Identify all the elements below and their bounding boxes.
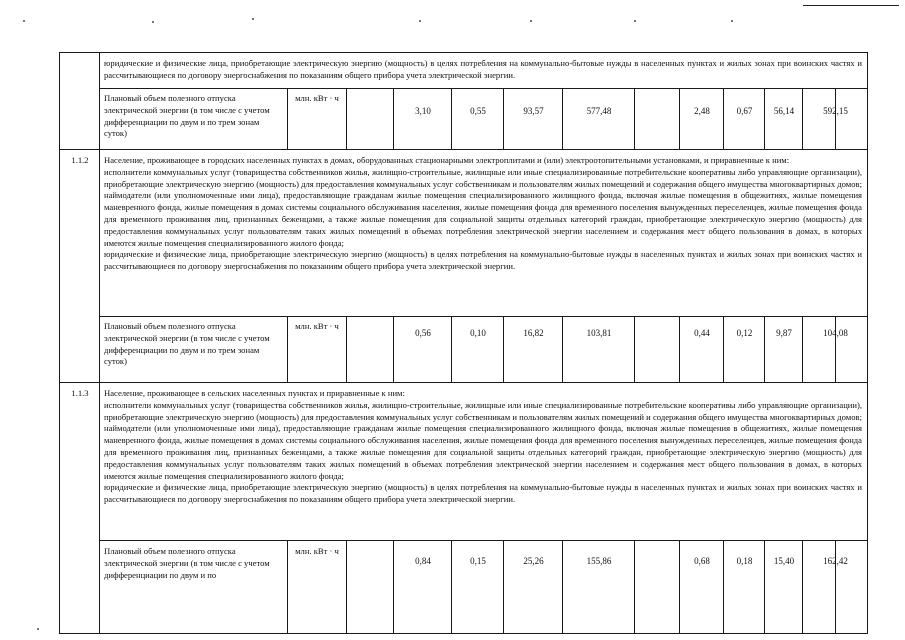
table-border-top [59, 52, 868, 53]
value-cell: 15,40 [773, 556, 795, 566]
number-column-rule [99, 52, 100, 634]
value-cell: 93,57 [523, 106, 544, 116]
value-cell: 155,86 [586, 556, 612, 566]
scan-speck [634, 20, 636, 22]
col-rule [802, 316, 803, 382]
scan-speck [252, 18, 254, 20]
col-rule [723, 540, 724, 634]
scan-edge-line [803, 5, 899, 6]
value-cell: 0,84 [415, 556, 431, 566]
col-rule [679, 316, 680, 382]
value-cell: 103,81 [586, 328, 612, 338]
col-rule [634, 540, 635, 634]
row-rule [99, 540, 868, 541]
value-cell: 16,82 [523, 328, 544, 338]
scan-speck [23, 20, 25, 22]
value-cell: 0,56 [415, 328, 431, 338]
col-rule [634, 88, 635, 149]
col-rule [451, 316, 452, 382]
table-border-right [867, 52, 868, 634]
value-cell: 0,68 [694, 556, 710, 566]
value-cell: 0,10 [470, 328, 486, 338]
col-rule [835, 88, 836, 149]
col-rule [562, 316, 563, 382]
col-rule [346, 316, 347, 382]
scan-speck [37, 628, 39, 630]
col-rule [451, 540, 452, 634]
col-rule [723, 316, 724, 382]
col-rule [393, 316, 394, 382]
col-rule [503, 88, 504, 149]
section-number: 1.1.2 [71, 155, 89, 165]
scan-speck [419, 20, 421, 22]
col-rule [393, 540, 394, 634]
row-label: Плановый объем полезного отпуска электрической энергии (в том числе с учетом дифференциации по двум и по трем зонам суток) [104, 93, 270, 139]
row-label: Плановый объем полезного отпуска электрической энергии (в том числе с учетом дифференциации по двум и по трем зонам суток) [104, 321, 270, 367]
value-cell: 2,48 [694, 106, 710, 116]
col-rule [562, 540, 563, 634]
value-cell: 3,10 [415, 106, 431, 116]
value-cell: 592,15 [823, 106, 848, 116]
col-rule [835, 316, 836, 382]
scan-speck [530, 20, 532, 22]
row-rule [99, 88, 868, 89]
col-rule [346, 540, 347, 634]
col-rule [287, 316, 288, 382]
table-border-bottom [59, 633, 868, 634]
col-rule [802, 88, 803, 149]
value-cell: 0,15 [470, 556, 486, 566]
col-rule [679, 88, 680, 149]
consumer-description: Население, проживающее в городских населенных пунктах в домах, оборудованных стационарными электроплитами и (или) электроотопительными установками, и приравненные к ним: исполнители коммунальных услуг (товарищества собственников жилья, жилищно-строительные, жилищные или иные специализированные потребительские кооперативы либо управляющие организации), приобретающие электрическую энергию (мощность) для предоставления коммунальных услуг собственникам и пользователям жилых помещений и содержания общего имущества многоквартирных домов; наймодатели (или уполномоченные ими лица), предоставляющие гражданам жилые помещения специализированного жилищного фонда, включая жилые помещения в общежитиях, жилые помещения маневренного фонда, жилые помещения в домах системы социального обслуживания населения, жилые помещения фонда для временного поселения вынужденных переселенцев, жилые помещения фонда для временного проживания лиц, признанных беженцами, а также жилые помещения для социальной защиты отдельных категорий граждан, приобретающие электрическую энергию (мощность) для предоставления коммунальных услуг пользователям таких жилых помещений в объемах потребления электрической энергии населением и содержания мест общего пользования в домах, в которых имеются жилые помещения специализированного жилого фонда; юридические и физические лица, приобретающие электрическую энергию (мощность) в целях потребления на коммунально-бытовые нужды в населенных пунктах и жилых зонах при воинских частях и рассчитывающиеся по договору энергоснабжения по показаниям общего прибора учета электрической энергии. [104, 155, 862, 272]
scan-speck [731, 20, 733, 22]
table-border-left [59, 52, 60, 634]
row-rule [99, 316, 868, 317]
value-cell: 577,48 [586, 106, 612, 116]
value-cell: 0,67 [736, 106, 753, 116]
col-rule [503, 540, 504, 634]
col-rule [634, 316, 635, 382]
row-rule [59, 149, 868, 150]
col-rule [764, 88, 765, 149]
unit-label: млн. кВт · ч [295, 321, 339, 331]
col-rule [503, 316, 504, 382]
col-rule [723, 88, 724, 149]
unit-label: млн. кВт · ч [295, 546, 339, 556]
value-cell: 0,55 [470, 106, 486, 116]
col-rule [764, 316, 765, 382]
value-cell: 25,26 [523, 556, 544, 566]
col-rule [346, 88, 347, 149]
col-rule [562, 88, 563, 149]
value-cell: 9,87 [776, 328, 792, 338]
scan-speck [152, 21, 154, 23]
col-rule [287, 540, 288, 634]
row-label: Плановый объем полезного отпуска электрической энергии (в том числе с учетом дифференциации по двум и по [104, 546, 270, 580]
value-cell: 0,18 [736, 556, 753, 566]
consumer-description: юридические и физические лица, приобретающие электрическую энергию (мощность) в целях потребления на коммунально-бытовые нужды в населенных пунктах и жилых зонах при воинских частях и рассчитывающиеся по договору энергоснабжения по показаниям общего прибора учета электрической энергии. [104, 58, 862, 80]
value-cell: 104,08 [823, 328, 848, 338]
row-rule [59, 382, 868, 383]
col-rule [802, 540, 803, 634]
value-cell: 56,14 [773, 106, 795, 116]
tariff-table [59, 52, 868, 634]
col-rule [764, 540, 765, 634]
col-rule [287, 88, 288, 149]
consumer-description: Население, проживающее в сельских населенных пунктах и приравненные к ним: исполнители коммунальных услуг (товарищества собственников жилья, жилищно-строительные, жилищные или иные специализированные потребительские кооперативы либо управляющие организации), приобретающие электрическую энергию (мощность) для предоставления коммунальных услуг собственникам и пользователям жилых помещений и содержания общего имущества многоквартирных домов; наймодатели (или уполномоченные ими лица), предоставляющие гражданам жилые помещения специализированного жилищного фонда, включая жилые помещения в общежитиях, жилые помещения маневренного фонда, жилые помещения в домах системы социального обслуживания населения, жилые помещения фонда для временного поселения вынужденных переселенцев, жилые помещения фонда для временного проживания лиц, признанных беженцами, а также жилые помещения для социальной защиты отдельных категорий граждан, приобретающие электрическую энергию (мощность) для предоставления коммунальных услуг пользователям таких жилых помещений в объемах потребления электрической энергии населением и содержания мест общего пользования в домах, в которых имеются жилые помещения специализированного жилого фонда; юридические и физические лица, приобретающие электрическую энергию (мощность) в целях потребления на коммунально-бытовые нужды в населенных пунктах и жилых зонах при воинских частях и рассчитывающиеся по договору энергоснабжения по показаниям общего прибора учета электрической энергии. [104, 388, 862, 505]
section-number: 1.1.3 [71, 388, 89, 398]
col-rule [393, 88, 394, 149]
unit-label: млн. кВт · ч [295, 93, 339, 103]
value-cell: 162,42 [823, 556, 848, 566]
value-cell: 0,44 [694, 328, 710, 338]
col-rule [835, 540, 836, 634]
col-rule [679, 540, 680, 634]
value-cell: 0,12 [736, 328, 753, 338]
col-rule [451, 88, 452, 149]
